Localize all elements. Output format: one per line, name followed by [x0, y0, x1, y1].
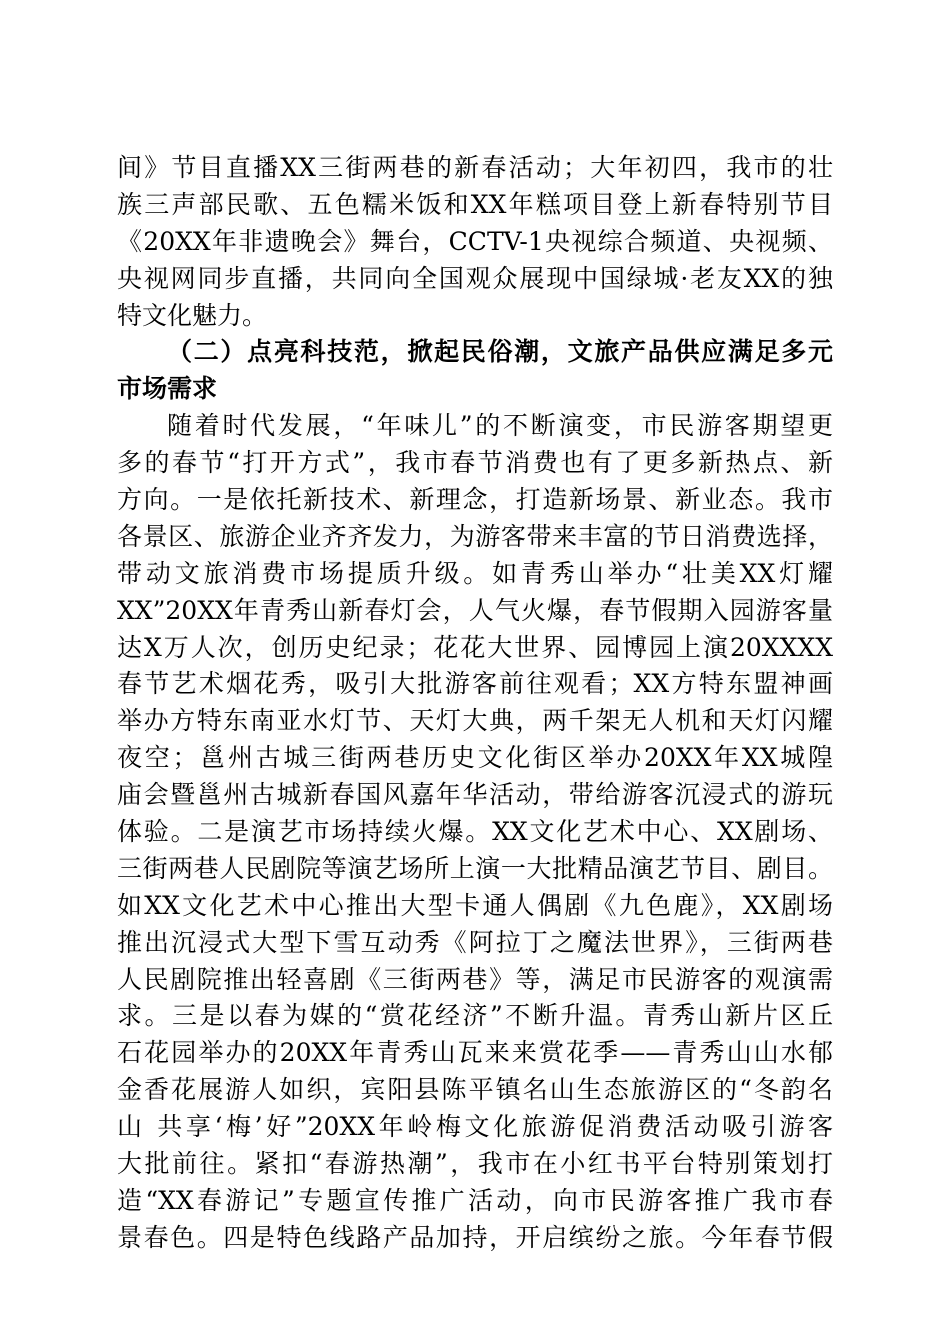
section-heading-line: （二）点亮科技范，掀起民俗潮，文旅产品供应满足多元: [167, 337, 833, 367]
paragraph-line: 随着时代发展，“年味儿”的不断演变，市民游客期望更: [167, 411, 833, 441]
section-heading-line: 市场需求: [117, 374, 218, 404]
paragraph-line: 特文化魅力。: [117, 300, 268, 330]
paragraph-line: 求。三是以春为媒的“赏花经济”不断升温。青秀山新片区丘: [117, 1001, 833, 1031]
paragraph-line: 如XX文化艺术中心推出大型卡通人偶剧《九色鹿》，XX剧场: [117, 890, 833, 920]
paragraph-line: 山 共享‘梅’好”20XX年岭梅文化旅游促消费活动吸引游客: [117, 1112, 833, 1142]
paragraph-line: 推出沉浸式大型下雪互动秀《阿拉丁之魔法世界》，三街两巷: [117, 927, 833, 957]
paragraph-line: 庙会暨邕州古城新春国风嘉年华活动，带给游客沉浸式的游玩: [117, 780, 833, 810]
paragraph-line: 央视网同步直播，共同向全国观众展现中国绿城·老友XX的独: [117, 263, 833, 293]
paragraph-line: 体验。二是演艺市场持续火爆。XX文化艺术中心、XX剧场、: [117, 817, 833, 847]
paragraph-line: 举办方特东南亚水灯节、天灯大典，两千架无人机和天灯闪耀: [117, 706, 833, 736]
paragraph-line: 三街两巷人民剧院等演艺场所上演一大批精品演艺节目、剧目。: [117, 853, 833, 883]
paragraph-line: XX”20XX年青秀山新春灯会，人气火爆，春节假期入园游客量: [117, 595, 833, 625]
paragraph-line: 族三声部民歌、五色糯米饭和XX年糕项目登上新春特别节目: [117, 189, 833, 219]
paragraph-line: 夜空；邕州古城三街两巷历史文化街区举办20XX年XX城隍: [117, 743, 833, 773]
document-body: [117, 150, 833, 1257]
paragraph-line: 石花园举办的20XX年青秀山瓦来来赏花季——青秀山山水郁: [117, 1038, 833, 1068]
paragraph-line: 方向。一是依托新技术、新理念，打造新场景、新业态。我市: [117, 485, 833, 515]
paragraph-line: 《20XX年非遗晚会》舞台，CCTV-1央视综合频道、央视频、: [117, 226, 833, 256]
paragraph-line: 大批前往。紧扣“春游热潮”，我市在小红书平台特别策划打: [117, 1149, 833, 1179]
paragraph-line: 人民剧院推出轻喜剧《三街两巷》等，满足市民游客的观演需: [117, 964, 833, 994]
paragraph-line: 造“XX春游记”专题宣传推广活动，向市民游客推广我市春: [117, 1185, 833, 1215]
paragraph-line: 达X万人次，创历史纪录；花花大世界、园博园上演20XXXX: [117, 632, 833, 662]
paragraph-line: 带动文旅消费市场提质升级。如青秀山举办“壮美XX灯耀: [117, 558, 833, 588]
paragraph-line: 多的春节“打开方式”，我市春节消费也有了更多新热点、新: [117, 448, 833, 478]
paragraph-line: 春节艺术烟花秀，吸引大批游客前往观看；XX方特东盟神画: [117, 669, 833, 699]
paragraph-line: 各景区、旅游企业齐齐发力，为游客带来丰富的节日消费选择，: [117, 521, 833, 551]
paragraph-line: 景春色。四是特色线路产品加持，开启缤纷之旅。今年春节假: [117, 1222, 833, 1252]
paragraph-line: 间》节目直播XX三街两巷的新春活动；大年初四，我市的壮: [117, 153, 833, 182]
paragraph-line: 金香花展游人如织，宾阳县陈平镇名山生态旅游区的“冬韵名: [117, 1075, 833, 1105]
